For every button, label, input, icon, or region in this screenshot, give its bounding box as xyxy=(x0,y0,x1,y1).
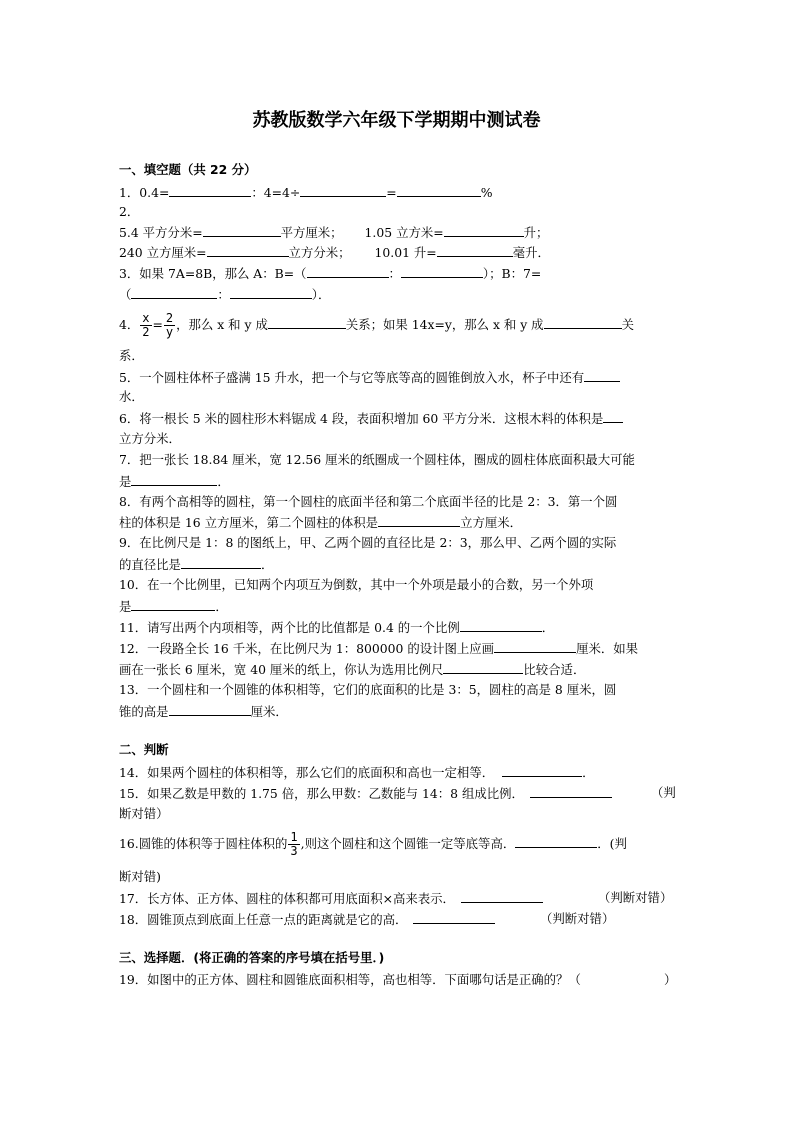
fraction-x-over-2 xyxy=(140,312,151,339)
question-19 xyxy=(119,972,581,988)
question-5-line-1 xyxy=(119,369,620,386)
answer-blank[interactable] xyxy=(437,244,513,257)
answer-blank[interactable] xyxy=(494,640,576,653)
question-8-line-1: 8．有两个高相等的圆柱，第一个圆柱的底面半径和第二个底面半径的比是 2：3．第一个圆 xyxy=(119,494,618,509)
answer-blank[interactable] xyxy=(603,410,623,423)
question-10-line-2 xyxy=(119,598,228,615)
q8-text: 柱的体积是 16 立方厘米，第二个圆柱的体积是 xyxy=(119,515,379,530)
question-2-number: 2． xyxy=(119,204,140,219)
question-13-line-2 xyxy=(119,703,288,720)
q7-text: ． xyxy=(217,474,230,489)
answer-blank[interactable] xyxy=(460,619,542,632)
fraction-one-third xyxy=(288,831,299,858)
q12-text: 比较合适． xyxy=(523,662,586,677)
fraction-denominator: y xyxy=(165,325,174,339)
q4-number: 4． xyxy=(119,317,140,332)
question-9-line-1: 9．在比例尺是 1：8 的图纸上，甲、乙两个圆的直径比是 2：3，那么甲、乙两个圆的实际 xyxy=(119,535,617,550)
fraction-denominator: 3 xyxy=(290,844,298,858)
question-17 xyxy=(119,890,543,907)
question-10-line-1: 10．在一个比例里，已知两个内项互为倒数，其中一个外项是最小的合数，另一个外项 xyxy=(119,577,594,592)
answer-blank[interactable] xyxy=(515,835,597,848)
q1-text-d: % xyxy=(480,185,493,200)
q3-text: ： xyxy=(217,287,230,302)
q8-text: 立方厘米． xyxy=(460,515,523,530)
answer-blank[interactable] xyxy=(461,890,543,903)
answer-blank[interactable] xyxy=(413,911,495,924)
q18-text: 18．圆锥顶点到底面上任意一点的距离就是它的高． xyxy=(119,912,408,927)
question-13-line-1: 13．一个圆柱和一个圆锥的体积相等，它们的底面积的比是 3：5，圆柱的高是 8 厘米，圆 xyxy=(119,682,617,697)
question-12-line-1 xyxy=(119,640,638,657)
q2-text: 5.4 平方分米= xyxy=(119,225,203,240)
question-6-line-1 xyxy=(119,410,623,427)
question-15-line-1 xyxy=(119,785,612,802)
answer-blank[interactable] xyxy=(584,369,620,382)
answer-blank[interactable] xyxy=(444,224,524,237)
q13-text: 锥的高是 xyxy=(119,704,169,719)
q16-text: 16.圆锥的体积等于圆柱体积的 xyxy=(119,836,288,851)
q6-text: 6．将一根长 5 米的圆柱形木料锯成 4 段，表面积增加 60 平方分米．这根木料的体积是 xyxy=(119,411,604,426)
q4-text: ，那么 x 和 y 成 xyxy=(176,317,268,332)
q3-text: ）；B：7= xyxy=(482,266,542,281)
equals-sign: = xyxy=(152,317,163,332)
q19-text: 19．如图中的正方体、圆柱和圆锥底面积相等，高也相等．下面哪句话是正确的？（ xyxy=(119,972,581,987)
q17-judge-label: （判断对错） xyxy=(598,890,673,905)
question-8-line-2 xyxy=(119,514,522,531)
q10-text: ． xyxy=(215,599,228,614)
fraction-numerator: 1 xyxy=(290,830,298,844)
answer-blank[interactable] xyxy=(181,556,261,569)
question-9-line-2 xyxy=(119,556,273,573)
answer-blank[interactable] xyxy=(268,316,346,329)
q5-text: 5．一个圆柱体杯子盛满 15 升水，把一个与它等底等高的圆锥倒放入水，杯子中还有 xyxy=(119,370,585,385)
answer-blank[interactable] xyxy=(530,785,612,798)
q14-text: ． xyxy=(582,765,595,780)
q2-text: 毫升． xyxy=(512,245,550,260)
question-3-line-2 xyxy=(119,286,330,303)
question-15-line-2: 断对错） xyxy=(119,806,169,821)
answer-blank[interactable] xyxy=(300,184,386,197)
fraction-denominator: 2 xyxy=(142,325,150,339)
question-7-line-2 xyxy=(119,473,230,490)
q18-judge-label: （判断对错） xyxy=(540,911,615,926)
question-4-line-1 xyxy=(119,309,634,341)
q2-text: 升； xyxy=(523,225,549,240)
q12-text: 画在一张长 6 厘米，宽 40 厘米的纸上，你认为选用比例尺 xyxy=(119,662,444,677)
section-heading-multiple-choice: 三、选择题．(将正确的答案的序号填在括号里．) xyxy=(119,950,385,965)
answer-blank[interactable] xyxy=(397,184,481,197)
q4-text: 关 xyxy=(621,317,634,332)
q14-text: 14．如果两个圆柱的体积相等，那么它们的底面积和高也一定相等． xyxy=(119,765,495,780)
answer-blank[interactable] xyxy=(502,764,582,777)
q12-text: 12．一段路全长 16 千米，在比例尺为 1：800000 的设计图上应画 xyxy=(119,641,495,656)
q1-text-a: 1．0.4= xyxy=(119,185,170,200)
answer-blank[interactable] xyxy=(169,703,251,716)
q15-text: 15．如果乙数是甲数的 1.75 倍，那么甲数：乙数能与 14：8 组成比例． xyxy=(119,786,524,801)
fraction-numerator: x xyxy=(142,311,150,325)
q3-text: ）． xyxy=(311,287,331,302)
q9-text: ． xyxy=(260,557,274,572)
answer-blank[interactable] xyxy=(131,286,217,299)
q3-text: ： xyxy=(388,266,401,281)
q2-text: 240 立方厘米= xyxy=(119,245,207,260)
q16-text: ,则这个圆柱和这个圆锥一定等底等高． xyxy=(300,836,516,851)
question-6-line-2: 立方分米． xyxy=(119,431,181,446)
q7-text: 是 xyxy=(119,474,132,489)
question-1 xyxy=(119,184,492,201)
q16-text: ．(判 xyxy=(597,836,627,851)
question-5-line-2: 水． xyxy=(119,389,144,404)
q17-text: 17．长方体、正方体、圆柱的体积都可用底面积×高来表示． xyxy=(119,891,455,906)
question-12-line-2 xyxy=(119,661,585,678)
q12-text: 厘米．如果 xyxy=(576,641,639,656)
question-3-line-1 xyxy=(119,265,541,282)
answer-blank[interactable] xyxy=(169,184,251,197)
q2-text: 1.05 立方米= xyxy=(364,225,444,240)
q2-text: 立方分米； xyxy=(288,245,351,260)
q2-text: 平方厘米； xyxy=(280,225,343,240)
q1-text-c: = xyxy=(386,185,397,200)
answer-blank[interactable] xyxy=(131,598,215,611)
answer-blank[interactable] xyxy=(207,244,289,257)
page-title: 苏教版数学六年级下学期期中测试卷 xyxy=(252,110,541,131)
q3-text: 3．如果 7A=8B，那么 A：B=（ xyxy=(119,266,307,281)
answer-blank[interactable] xyxy=(378,514,460,527)
answer-blank[interactable] xyxy=(401,265,483,278)
question-16-line-1 xyxy=(119,828,627,860)
q1-text-b: ：4=4÷ xyxy=(251,185,301,200)
answer-blank[interactable] xyxy=(443,661,523,674)
q9-text: 的直径比是 xyxy=(119,557,181,572)
answer-blank[interactable] xyxy=(203,224,281,237)
q2-text: 10.01 升= xyxy=(374,245,437,260)
q11-text: 11．请写出两个内项相等，两个比的比值都是 0.4 的一个比例 xyxy=(119,620,460,635)
answer-blank[interactable] xyxy=(307,265,389,278)
q10-text: 是 xyxy=(119,599,132,614)
q3-text: （ xyxy=(119,287,132,302)
question-4-line-2: 系． xyxy=(119,348,144,363)
question-7-line-1: 7．把一张长 18.84 厘米，宽 12.56 厘米的纸圈成一个圆柱体，圈成的圆柱体底面积最大可能 xyxy=(119,452,635,467)
fraction-numerator: 2 xyxy=(165,311,174,325)
question-18 xyxy=(119,911,495,928)
q19-closing-paren: ） xyxy=(664,972,677,987)
question-2-line-1 xyxy=(119,224,548,241)
section-heading-true-false: 二、判断 xyxy=(119,742,169,757)
answer-blank[interactable] xyxy=(230,286,312,299)
answer-blank[interactable] xyxy=(544,316,622,329)
question-14 xyxy=(119,764,595,781)
q15-judge-label-a: （判 xyxy=(651,785,676,800)
q4-text: 关系；如果 14x=y，那么 x 和 y 成 xyxy=(345,317,544,332)
q13-text: 厘米． xyxy=(250,704,288,719)
answer-blank[interactable] xyxy=(131,473,217,486)
section-heading-fill-in: 一、填空题（共 22 分） xyxy=(119,162,257,177)
fraction-2-over-y xyxy=(164,312,175,339)
q11-text: ． xyxy=(541,620,555,635)
question-16-line-2: 断对错) xyxy=(119,869,162,884)
question-2-line-2 xyxy=(119,244,550,261)
question-11 xyxy=(119,619,554,636)
